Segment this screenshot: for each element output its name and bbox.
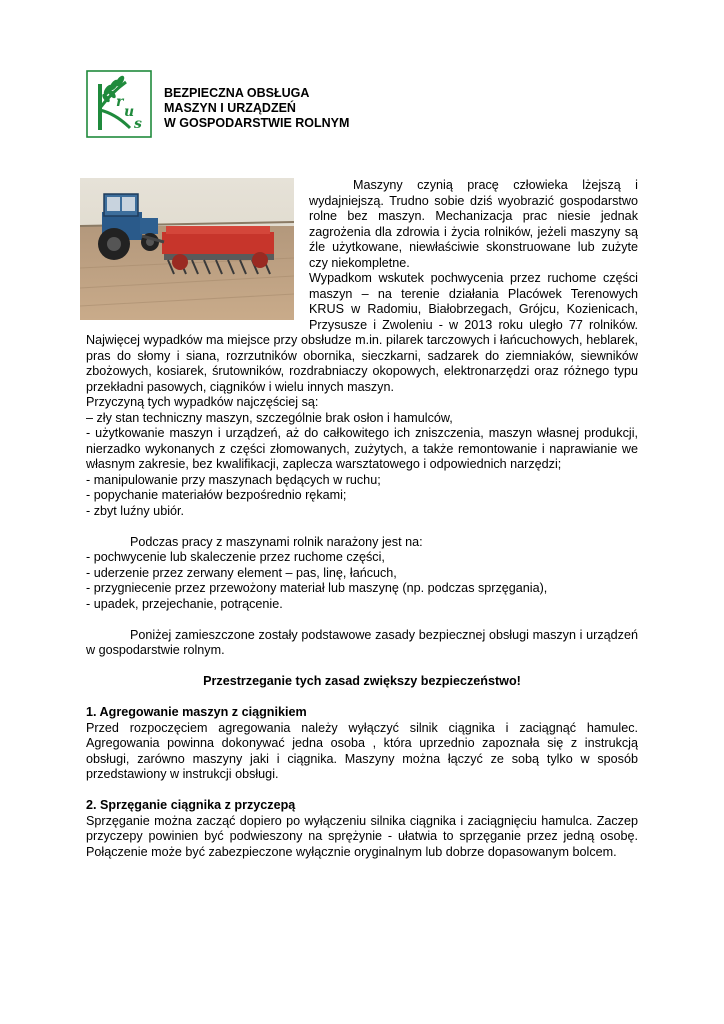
- document-title: [164, 86, 349, 131]
- hazard-item: - pochwycenie lub skaleczenie przez ruchome części,: [86, 550, 385, 564]
- document-body: [86, 178, 638, 860]
- section-2-title: 2. Sprzęganie ciągnika z przyczepą: [86, 798, 296, 812]
- section-2-body: Sprzęganie można zacząć dopiero po wyłączeniu silnika ciągnika i zaciągnięciu hamulca. Zaczep przyczepy powinien być podwieszony na sprężynie - ułatwia to sprzęganie przez jedną osobę. Połączenie może być zabezpieczone wyłącznie oryginalnym lub dobrze dopasowanym bolcem.: [86, 813, 638, 859]
- intro-paragraph-2: Wypadkom wskutek pochwycenia przez ruchome części maszyn – na terenie działania Placówek Terenowych KRUS w Radomiu, Białobrzegach, Grójcu, Kozienicach, Przysusze i Zwoleniu - w 2013 roku uległo 77 rolników. Najwięcej wypadków ma miejsce przy obsłudze m.in. pilarek tarczowych i łańcuchowych, heblarek, pras do słomy i siana, rozrzutników obornika, sieczkarni, sadzarek do ziemniaków, siewników zbożowych, kosiarek, śrutowników, rozdrabniaczy okopowych, elektronarzędzi oraz różnego typu przekładni pasowych, ciągników i wielu innych maszyn.: [86, 271, 638, 394]
- section-1-title: 1. Agregowanie maszyn z ciągnikiem: [86, 705, 307, 719]
- cause-item: - popychanie materiałów bezpośrednio rękami;: [86, 488, 347, 502]
- safety-motto: Przestrzeganie tych zasad zwiększy bezpieczeństwo!: [203, 674, 521, 688]
- cause-item: - użytkowanie maszyn i urządzeń, aż do całkowitego ich zniszczenia, maszyn własnej produkcji, nierzadko wykonanych z części złomowanych, zużytych, a także remontowanie i naprawianie we własnym zakresie, bez kwalifikacji, zaplecza warsztatowego i odpowiednich narzędzi;: [86, 426, 638, 471]
- section-1-body: Przed rozpoczęciem agregowania należy wyłączyć silnik ciągnika i zaciągnąć hamulec. Agregowania powinna dokonywać jedna osoba , która uprzednio zapoznała się z instrukcją obsługi, zarówno maszyny jaki i ciągnika. Maszyny można łączyć ze sobą tylko w sposób przedstawiony w instrukcji obsługi.: [86, 720, 638, 781]
- svg-text:u: u: [124, 104, 135, 120]
- hazards-intro: Podczas pracy z maszynami rolnik narażony jest na:: [130, 534, 423, 549]
- intro-paragraph-1: Maszyny czynią pracę człowieka lżejszą i wydajniejszą. Trudno sobie dziś wyobrazić gospodarstwo rolne bez maszyn. Mechanizacja prac niesie jednak zagrożenia dla zdrowia i życia rolników, jeżeli maszyny są źle użytkowane, niewłaściwie skonstruowane lub zużyte czy niekompletne.: [309, 178, 638, 270]
- cause-item: - zbyt luźny ubiór.: [86, 503, 184, 518]
- svg-text:s: s: [134, 116, 142, 132]
- krus-logo: [86, 70, 152, 138]
- hazard-item: - przygniecenie przez przewożony materiał lub maszynę (np. podczas sprzęgania),: [86, 581, 548, 595]
- causes-heading: Przyczyną tych wypadków najczęściej są:: [86, 395, 319, 409]
- hazard-item: - uderzenie przez zerwany element – pas, linę, łańcuch,: [86, 565, 397, 580]
- rules-intro: Poniżej zamieszczone zostały podstawowe zasady bezpiecznej obsługi maszyn i urządzeń w gospodarstwie rolnym.: [86, 627, 638, 657]
- photo-spacer: [86, 178, 301, 330]
- cause-item: - manipulowanie przy maszynach będących w ruchu;: [86, 472, 381, 487]
- title-line-2: MASZYN I URZĄDZEŃ: [164, 101, 296, 115]
- title-line-3: W GOSPODARSTWIE ROLNYM: [164, 116, 350, 130]
- svg-text:r: r: [116, 94, 124, 110]
- title-line-1: BEZPIECZNA OBSŁUGA: [164, 86, 310, 100]
- cause-item: – zły stan techniczny maszyn, szczególnie brak osłon i hamulców,: [86, 410, 453, 425]
- hazard-item: - upadek, przejechanie, potrącenie.: [86, 596, 283, 611]
